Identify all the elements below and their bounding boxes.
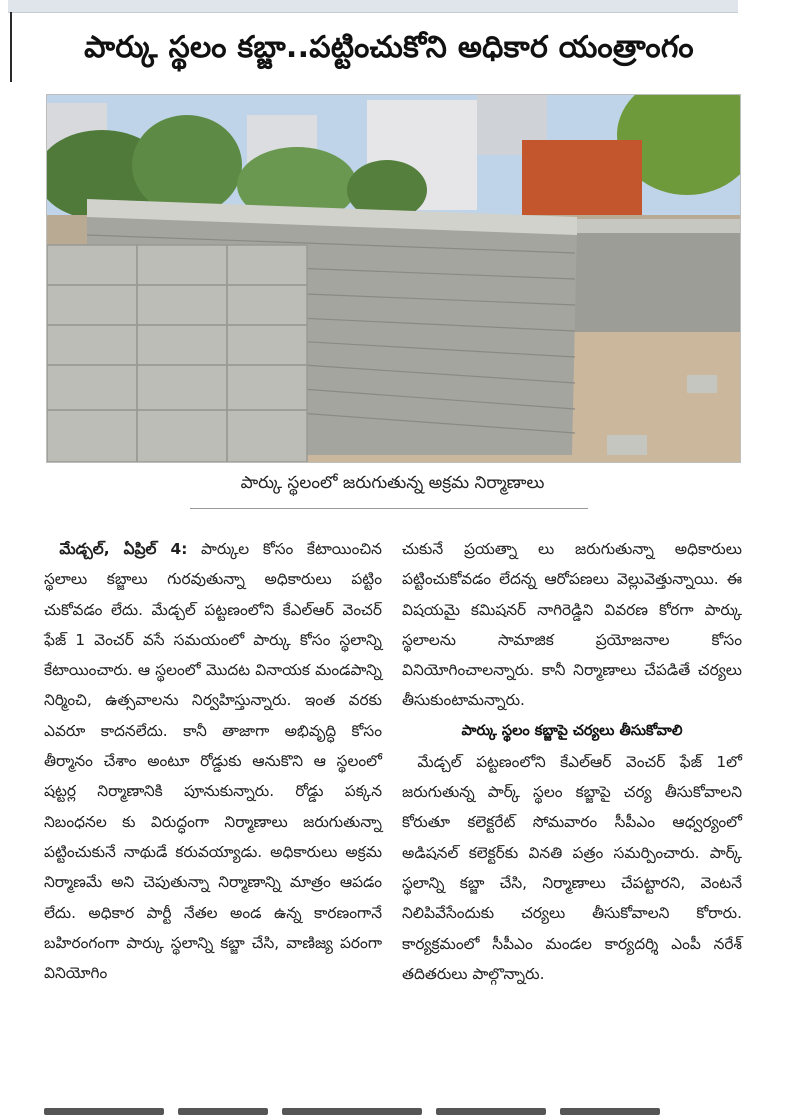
top-border-bar <box>8 0 738 13</box>
article-subhead: పార్కు స్థలం కబ్జాపై చర్యలు తీసుకోవాలి <box>461 722 683 739</box>
article-column-right <box>402 534 742 989</box>
article-text: పార్కుల కోసం కేటాయించిన స్థలాలు కబ్జాలు గురవుతున్నా అధికారులు పట్టిం చుకోవడం లేదు. మేడ్చల్‌ పట్టణంలోని కేఎల్‌ఆర్‌ వెంచర్‌ ఫేజ్‌ 1 వెంచర్‌ వసే సమయంలో పార్కు కోసం స్థలాన్ని కేటాయించారు. ఆ స్థలంలో మొదట వినాయక మండపాన్ని నిర్మించి, ఉత్సవాలను నిర్వహిస్తున్నారు. ఇంత వరకు ఎవరూ కాదనలేదు. కానీ తాజాగా అభివృద్ధి కోసం తీర్మానం చేశాం అంటూ రోడ్డుకు ఆనుకొని ఆ స్థలంలో షట్టర్ల నిర్మాణానికి పూనుకున్నారు. రోడ్డు పక్కన నిబంధనల కు విరుద్ధంగా నిర్మాణాలు జరుగుతున్నా పట్టించుకునే నాథుడే కరువయ్యాడు. అధికారులు అక్రమ నిర్మాణమే అని చెపుతున్నా నిర్మాణాన్ని మాత్రం ఆపడం లేదు. అధికార పార్టీ నేతల అండ ఉన్న కారణంగానే బహిరంగంగా పార్కు స్థలాన్ని కబ్జా చేసి, వాణిజ్య పరంగా వినియోగిం <box>44 540 382 983</box>
left-margin-rule <box>10 12 12 82</box>
news-photo <box>46 94 741 463</box>
article-text-2: మేడ్చల్‌ పట్టణంలోని కేఎల్‌ఆర్‌ వెంచర్‌ ఫేజ్‌ 1లో జరుగుతున్న పార్క్‌ స్థలం కబ్జాపై చర్య తీసుకోవాలని కోరుతూ కలెక్టరేట్‌ సోమవారం సీపీఎం ఆధ్వర్యంలో అడిషనల్‌ కలెక్టర్‌కు వినతి పత్రం సమర్పించారు. పార్క్‌ స్థలాన్ని కబ్జా చేసి, నిర్మాణాలు చేపట్టారని, వెంటనే నిలిపివేసేందుకు చర్యలు తీసుకోవాలని కోరారు. కార్యక్రమంలో సీపీఎం మండల కార్యదర్శి ఎంపీ నరేశ్‌ తదితరులు పాల్గొన్నారు. <box>402 752 742 983</box>
cropped-next-line <box>44 1100 744 1119</box>
article-paragraph <box>44 534 382 988</box>
article-column-left <box>44 534 382 988</box>
caption-divider <box>190 508 588 509</box>
photo-caption: పార్కు స్థలంలో జరుగుతున్న అక్రమ నిర్మాణాలు <box>240 473 545 493</box>
dateline: మేడ్చల్‌, ఏప్రిల్‌ 4: <box>59 540 188 558</box>
article-paragraph-2 <box>402 747 742 989</box>
headline: పార్కు స్థలం కబ్జా..పట్టించుకోని అధికార యంత్రాంగం <box>84 30 694 65</box>
article-text-continued: చుకునే ప్రయత్నా లు జరుగుతున్నా అధికారులు పట్టించుకోవడం లేదన్న ఆరోపణలు వెల్లువెత్తున్నాయి. ఈ విషయమై కమిషనర్‌ నాగిరెడ్డిని వివరణ కోరగా పార్కు స్థలాలను సామాజిక ప్రయోజనాల కోసం వినియోగించాలన్నారు. కానీ నిర్మాణాలు చేపడితే చర్యలు తీసుకుంటామన్నారు. <box>402 540 742 710</box>
